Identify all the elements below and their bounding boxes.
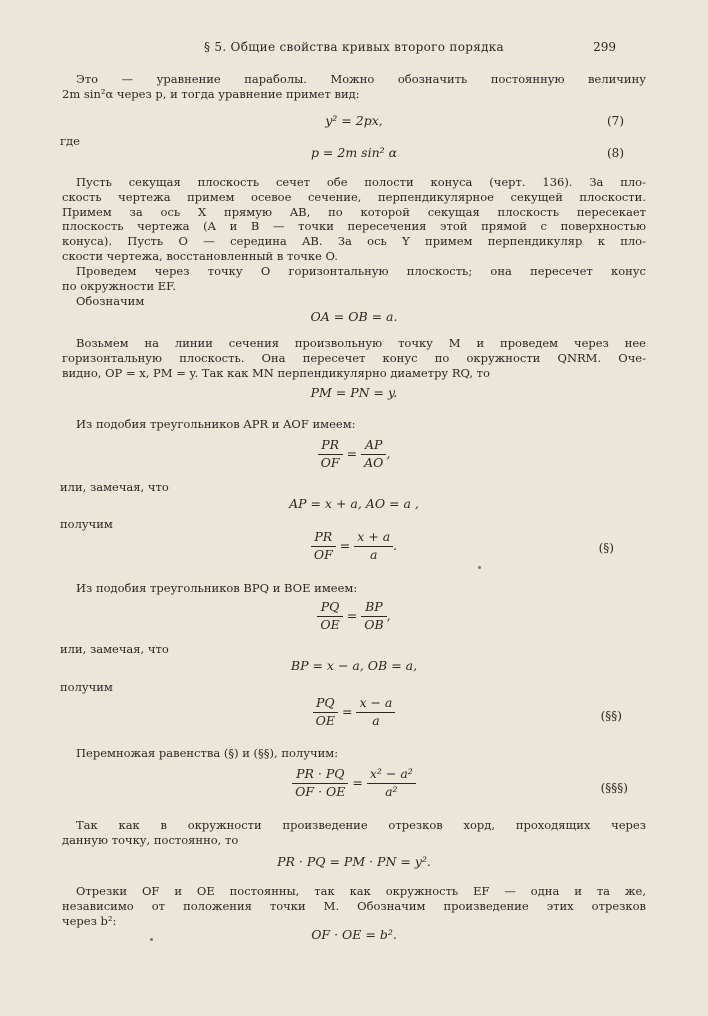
numerator: AP [361,438,386,455]
text-line: горизонтальную плоскость. Она пересечет конус по окружности QNRM. Оче- [62,350,646,365]
paragraph-segments [62,884,646,928]
text-line: 2m sin²α через p, и тогда уравнение примет вид: [62,86,360,101]
text-or-noting: или, замечая, что [60,480,169,494]
text-line: Примем за ось X прямую AB, по которой секущая плоскость пересекает [62,204,646,219]
denominator: OE [315,712,335,728]
fraction [367,767,416,800]
equation-8: p = 2m sin² α [310,145,398,160]
punctuation: , [386,445,391,461]
equation-number: (§§§) [600,781,628,795]
text-line: скости чертежа, восстановленный в точке O. [62,248,338,263]
numerator: PQ [317,600,342,617]
numerator: BP [361,600,386,617]
denominator: AO [364,454,384,470]
text-line: видно, OP = x, PM = y. Так как MN перпендикулярно диаметру RQ, то [62,365,490,380]
numerator: PQ [313,696,338,713]
fraction-equation-5: $\frac{PR \cdot PQ}{OF \cdot OE}$ = $\frac{\text{x² − a²}}{\text{a²}}$ [0,767,708,800]
paragraph-multiply: Перемножая равенства (§) и (§§), получим: [76,746,339,760]
punctuation: , [386,607,391,623]
running-header: § 5. Общие свойства кривых второго порядка [203,40,505,54]
paragraph-similarity-1: Из подобия треугольников APR и AOF имеем: [76,417,356,431]
text-line: плоскость чертежа (A и B — точки пересечения этой прямой с поверхностью [62,219,646,234]
denominator: OE [320,616,340,632]
equation-pm: PM = PN = y. [310,385,398,400]
denominator: a [369,546,378,562]
text-line: Проведем через точку O горизонтальную плоскость; она пересечет конус [76,264,646,278]
equation-number: (7) [607,114,624,128]
text-line: данную точку, постоянно, то [62,832,239,847]
text-line: через b²: [62,913,117,928]
equation-number: (8) [607,146,624,160]
paragraph-horizontal-plane [62,264,646,294]
text-line: Так как в окружности произведение отрезков хорд, проходящих через [76,818,646,832]
numerator: x + a [354,530,393,547]
fraction [318,438,343,471]
fraction-equation-2: $\frac{PR}{OF}$ = $\frac{x + a}{a}$ . [0,530,708,563]
paragraph-parabola [62,72,646,102]
numerator: PR [318,438,343,455]
denominator: OF · OE [295,783,346,799]
fraction-equation-3: $\frac{PQ}{OE}$ = $\frac{BP}{OB}$ , [0,600,708,633]
numerator: PR [311,530,336,547]
equation-prpq: PR · PQ = PM · PN = y². [277,854,431,869]
paragraph-denote: Обозначим [76,294,145,308]
text-line: Возьмем на линии сечения произвольную точку M и проведем через нее [76,336,646,350]
text-we-get: получим [60,517,113,531]
equation-oa: OA = OB = a. [310,309,398,324]
fraction [354,530,393,563]
denominator: a [372,712,380,728]
fraction [313,696,338,729]
paragraph-section-plane [62,175,646,264]
text-or-noting: или, замечая, что [60,642,169,656]
fraction [311,530,336,563]
fraction [356,696,395,729]
text-line: Пусть секущая плоскость сечет обе полости конуса (черт. 136). За пло- [76,175,646,189]
fraction-equation-1: $\frac{PR}{OF}$ = $\frac{AP}{AO}$ , [0,438,708,471]
paragraph-chords [62,818,646,848]
equation-number: (§) [598,541,614,555]
equation-bp: BP = x − a, OB = a, [290,658,418,673]
word-where: где [60,134,80,148]
denominator: OF [313,546,333,562]
fraction [361,600,386,633]
punctuation: . [393,537,398,553]
text-line: скость чертежа примем осевое сечение, перпендикулярное секущей плоскости. [62,189,646,204]
fraction [361,438,386,471]
denominator: OB [364,616,384,632]
fraction-equation-4: $\frac{PQ}{OE}$ = $\frac{x - a}{a}$ [0,696,708,729]
fraction [317,600,342,633]
page-number: 299 [593,40,616,54]
paragraph-point-m [62,336,646,380]
numerator: PR · PQ [292,767,348,784]
equation-ap: AP = x + a, AO = a , [289,496,419,511]
text-line: по окружности EF. [62,278,177,293]
print-speck [150,938,153,941]
text-line: Отрезки OF и OE постоянны, так как окружность EF — одна и та же, [76,884,646,898]
paragraph-similarity-2: Из подобия треугольников BPQ и BOE имеем: [76,581,358,595]
text-line: независимо от положения точки M. Обозначим произведение этих отрезков [62,898,646,913]
equation-7: y² = 2px, [325,113,383,128]
denominator: a² [385,783,398,799]
equation-number: (§§) [600,709,622,723]
denominator: OF [320,454,340,470]
equation-ofoe: OF · OE = b². [311,927,397,942]
text-line: Это — уравнение параболы. Можно обозначить постоянную величину [76,72,646,86]
numerator: x − a [356,696,395,713]
text-line: конуса). Пусть O — середина AB. За ось Y примем перпендикуляр к пло- [62,234,646,249]
numerator: x² − a² [367,767,416,784]
text-we-get: получим [60,680,113,694]
fraction [292,767,348,800]
print-speck [478,566,481,569]
